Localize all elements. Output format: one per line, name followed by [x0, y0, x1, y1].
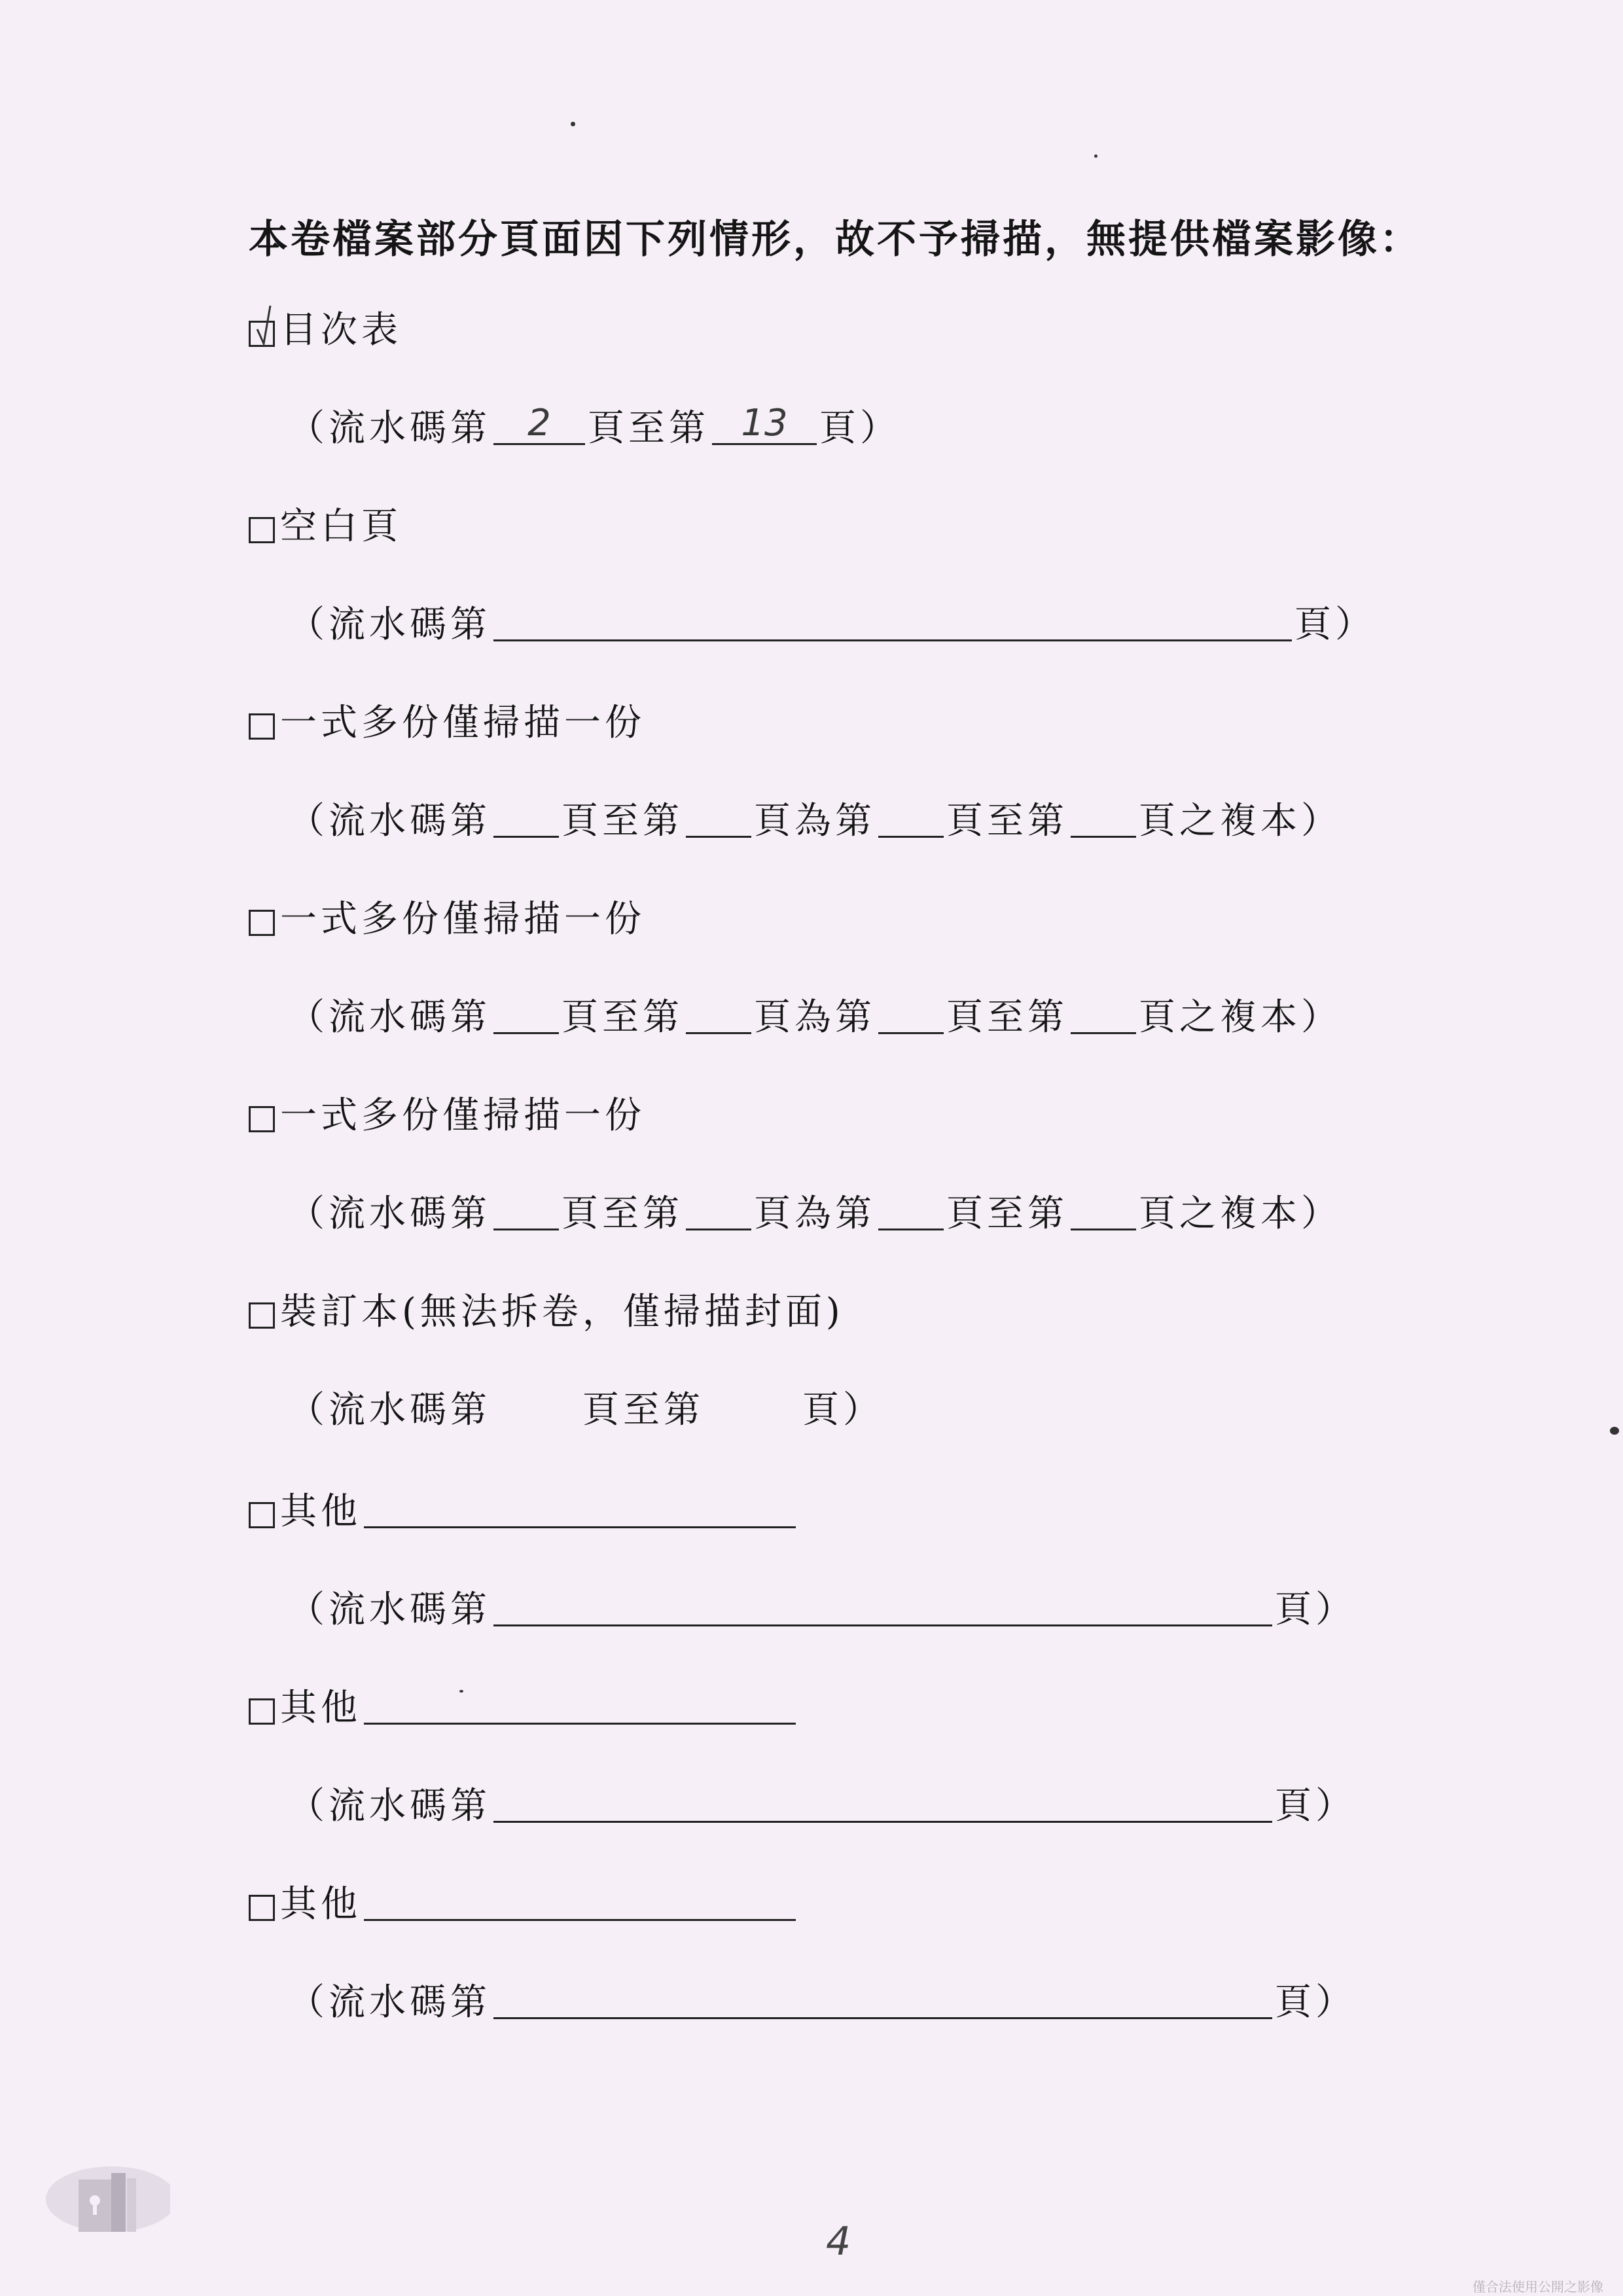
checkbox-duplicate-3[interactable]: [249, 1106, 275, 1132]
dup3-orig-to-field[interactable]: [1071, 1189, 1136, 1230]
checkbox-blank-page[interactable]: [249, 517, 275, 543]
option-toc: [249, 301, 402, 353]
checkbox-bound-volume[interactable]: [249, 1302, 275, 1329]
other2-reason-field[interactable]: [364, 1683, 796, 1725]
checkbox-other-1[interactable]: [249, 1502, 275, 1528]
scan-speck: [1610, 1427, 1619, 1435]
dup3-from-field[interactable]: [493, 1189, 559, 1230]
option-label: 一式多份僅掃描一份: [280, 898, 645, 941]
scan-speck: [571, 122, 575, 126]
form-heading: 本卷檔案部分頁面因下列情形，故不予掃描，無提供檔案影像：: [249, 217, 1421, 262]
option-label: 一式多份僅掃描一份: [280, 1094, 645, 1137]
checkbox-other-3[interactable]: [249, 1895, 275, 1921]
dup2-to-field[interactable]: [686, 993, 751, 1034]
range-other-3: （流水碼第 頁）: [288, 1973, 1356, 2026]
range-bound-volume: （流水碼第 頁至第 頁）: [288, 1389, 883, 1431]
option-duplicate-3: [249, 1086, 645, 1139]
option-other-1: [249, 1482, 798, 1535]
scan-speck: [1094, 154, 1097, 158]
checkbox-toc[interactable]: [249, 321, 275, 347]
footer-note: 僅合法使用公開之影像: [1472, 2279, 1603, 2295]
page-number: 4: [826, 2219, 851, 2265]
dup2-from-field[interactable]: [493, 993, 559, 1034]
other1-reason-field[interactable]: [364, 1487, 796, 1528]
other3-pages-field[interactable]: [493, 1978, 1272, 2019]
dup1-orig-to-field[interactable]: [1071, 797, 1136, 838]
other3-reason-field[interactable]: [364, 1880, 796, 1921]
range-blank-page: （流水碼第 頁）: [288, 596, 1376, 648]
option-duplicate-1: [249, 694, 645, 746]
option-blank-page: [249, 497, 402, 550]
option-label: 空白頁: [280, 505, 402, 548]
option-label: 其他: [280, 1687, 361, 1729]
blank-page-field[interactable]: [493, 600, 1292, 641]
option-other-2: [249, 1679, 798, 1731]
range-duplicate-1: （流水碼第 頁至第 頁為第 頁至第 頁之複本）: [288, 792, 1342, 844]
handwritten-check-icon: [255, 303, 274, 349]
dup2-orig-to-field[interactable]: [1071, 993, 1136, 1034]
dup1-from-field[interactable]: [493, 797, 559, 838]
range-other-2: （流水碼第 頁）: [288, 1777, 1356, 1829]
checkbox-other-2[interactable]: [249, 1698, 275, 1725]
option-duplicate-2: [249, 890, 645, 942]
dup3-orig-from-field[interactable]: [878, 1189, 944, 1230]
option-label: 裝訂本(無法拆卷，僅掃描封面): [280, 1291, 844, 1333]
dup1-to-field[interactable]: [686, 797, 751, 838]
toc-from-field[interactable]: 2: [493, 404, 585, 445]
toc-to-field[interactable]: 13: [712, 404, 817, 445]
option-label: 其他: [280, 1883, 361, 1926]
dup2-orig-from-field[interactable]: [878, 993, 944, 1034]
dup1-orig-from-field[interactable]: [878, 797, 944, 838]
option-label: 其他: [280, 1490, 361, 1533]
option-label: 一式多份僅掃描一份: [280, 702, 645, 744]
range-other-1: （流水碼第 頁）: [288, 1581, 1356, 1633]
checkbox-duplicate-2[interactable]: [249, 910, 275, 936]
option-bound-volume: [249, 1283, 844, 1335]
checkbox-duplicate-1[interactable]: [249, 713, 275, 740]
other2-pages-field[interactable]: [493, 1782, 1272, 1823]
option-other-3: [249, 1875, 798, 1928]
dup3-to-field[interactable]: [686, 1189, 751, 1230]
other1-pages-field[interactable]: [493, 1585, 1272, 1626]
range-duplicate-3: （流水碼第 頁至第 頁為第 頁至第 頁之複本）: [288, 1185, 1342, 1237]
range-duplicate-2: （流水碼第 頁至第 頁為第 頁至第 頁之複本）: [288, 988, 1342, 1041]
option-label: 目次表: [280, 309, 402, 351]
range-toc: （流水碼第 2 頁至第 13 頁）: [288, 402, 901, 450]
archive-logo-icon: [39, 2153, 170, 2251]
scan-speck: [459, 1690, 463, 1693]
